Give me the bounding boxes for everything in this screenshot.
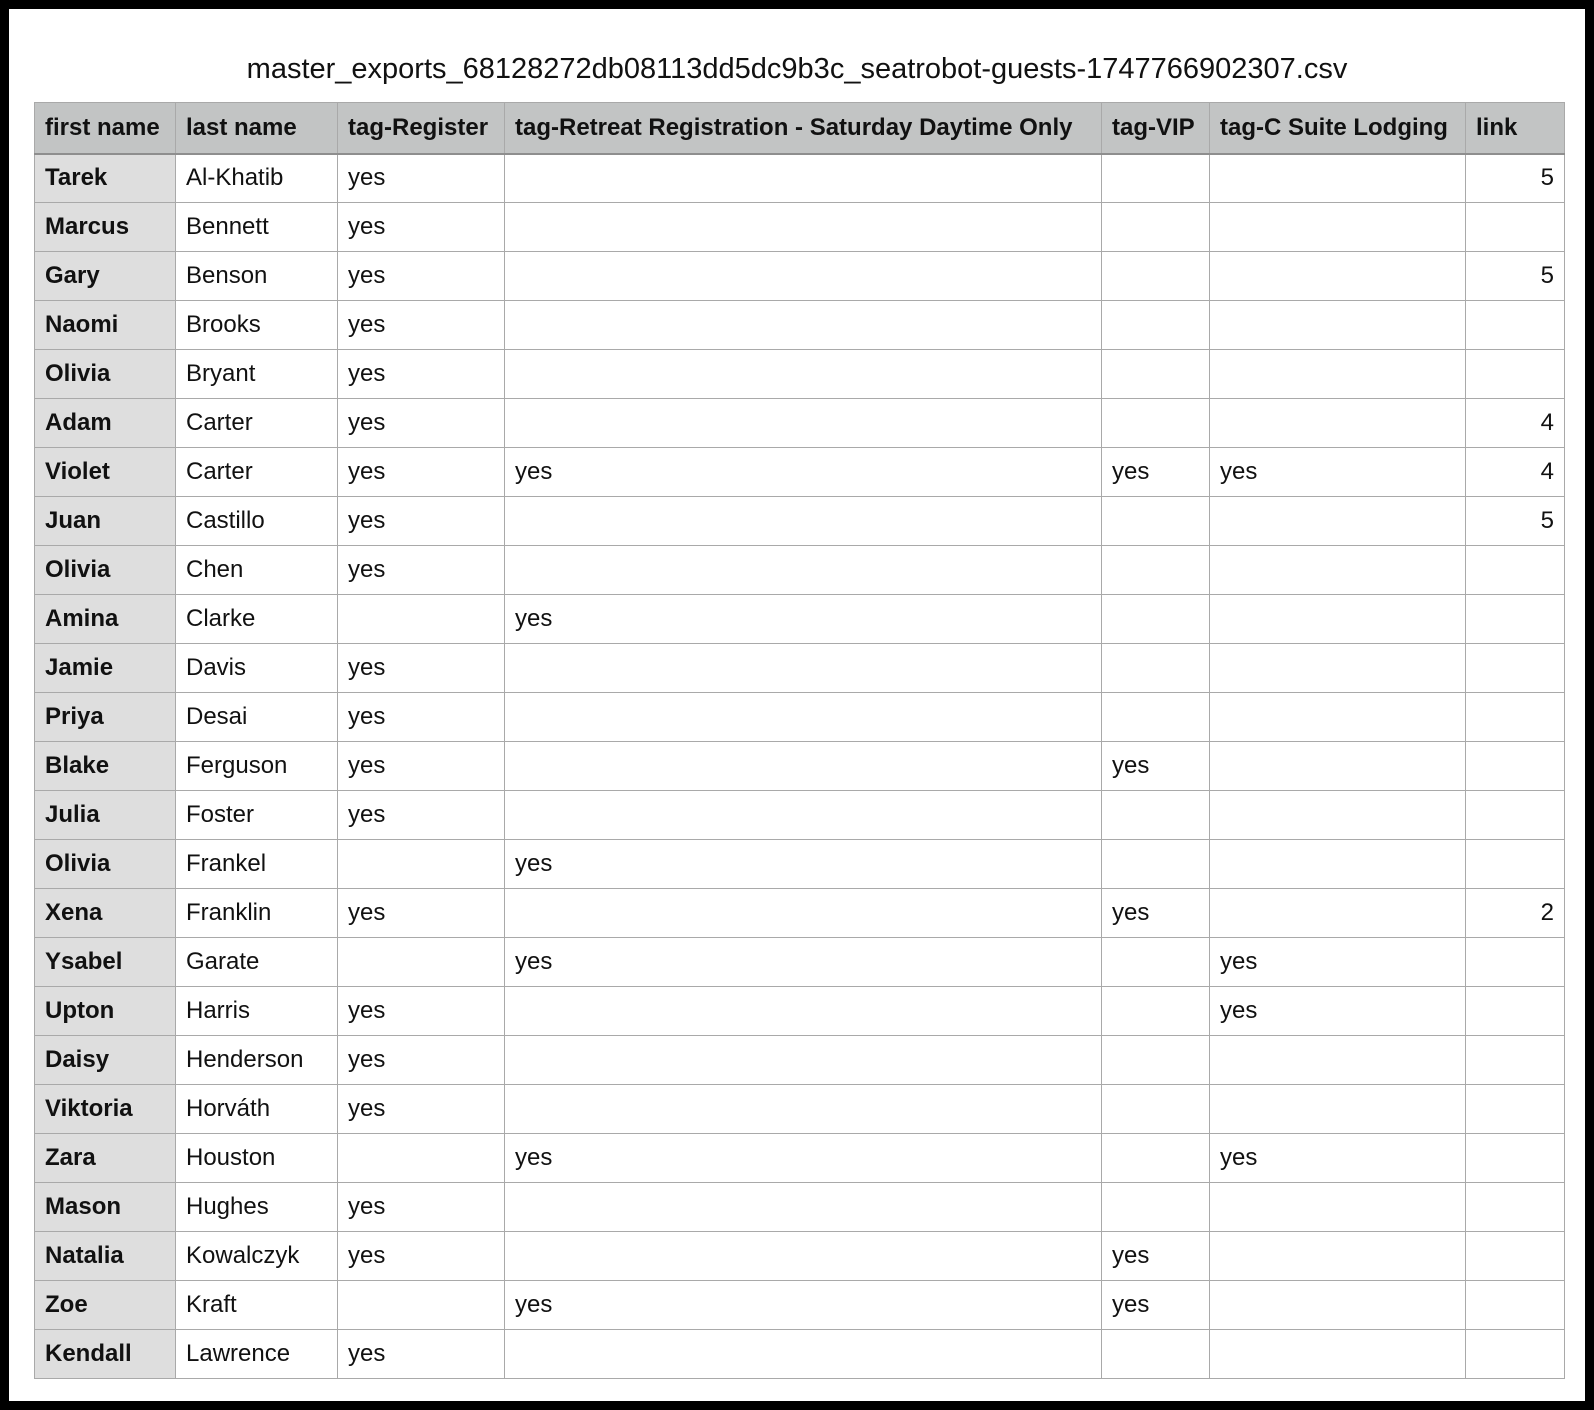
table-cell[interactable] [1210,1281,1466,1330]
guest-table [34,102,1565,1379]
table-cell[interactable]: Desai [176,693,338,742]
table-cell[interactable]: yes [338,497,505,546]
table-cell[interactable]: yes [338,546,505,595]
table-cell[interactable] [1466,1036,1565,1085]
row-header-cell[interactable]: Viktoria [35,1085,176,1134]
table-cell[interactable]: Houston [176,1134,338,1183]
table-cell[interactable] [1102,595,1210,644]
table-row [35,1183,1565,1232]
table-cell[interactable]: yes [1102,1232,1210,1281]
table-cell[interactable]: Al-Khatib [176,154,338,203]
column-header[interactable]: tag-Register [338,103,505,154]
table-cell[interactable] [505,693,1102,742]
table-cell[interactable] [1210,693,1466,742]
table-cell[interactable]: yes [338,301,505,350]
table-cell[interactable] [505,742,1102,791]
table-cell[interactable]: yes [338,889,505,938]
table-row [35,350,1565,399]
table-cell[interactable]: yes [1210,448,1466,497]
column-header[interactable]: link [1466,103,1565,154]
row-header-cell[interactable]: Natalia [35,1232,176,1281]
table-cell[interactable] [1466,1085,1565,1134]
table-cell[interactable] [505,1232,1102,1281]
table-cell[interactable] [505,301,1102,350]
table-cell[interactable]: yes [1210,938,1466,987]
table-row [35,252,1565,301]
table-cell[interactable]: yes [505,1281,1102,1330]
row-header-cell[interactable]: Xena [35,889,176,938]
table-row [35,987,1565,1036]
table-cell[interactable] [1102,546,1210,595]
table-cell[interactable] [1466,1183,1565,1232]
file-title: master_exports_68128272db08113dd5dc9b3c_seatrobot-guests-1747766902307.csv [246,53,1348,85]
table-cell[interactable] [1210,1183,1466,1232]
table-cell[interactable]: Henderson [176,1036,338,1085]
table-cell[interactable]: yes [1102,1281,1210,1330]
row-header-cell[interactable]: Priya [35,693,176,742]
table-cell[interactable] [1210,350,1466,399]
row-header-cell[interactable]: Zara [35,1134,176,1183]
table-cell[interactable]: yes [338,252,505,301]
table-cell[interactable]: Frankel [176,840,338,889]
table-cell[interactable] [505,644,1102,693]
table-cell[interactable] [338,1134,505,1183]
table-cell[interactable] [1466,742,1565,791]
table-cell[interactable] [505,497,1102,546]
table-cell[interactable] [505,350,1102,399]
table-cell[interactable] [1210,1036,1466,1085]
row-header-cell[interactable]: Julia [35,791,176,840]
row-header-cell[interactable]: Violet [35,448,176,497]
table-cell[interactable] [1210,154,1466,203]
table-cell[interactable]: Garate [176,938,338,987]
table-cell[interactable]: Foster [176,791,338,840]
table-row [35,1134,1565,1183]
table-cell[interactable]: yes [505,840,1102,889]
row-header-cell[interactable]: Marcus [35,203,176,252]
table-cell[interactable] [505,546,1102,595]
table-cell[interactable] [505,203,1102,252]
table-cell[interactable]: yes [338,1330,505,1379]
table-cell[interactable] [505,154,1102,203]
table-cell[interactable]: yes [505,1134,1102,1183]
table-cell[interactable]: Benson [176,252,338,301]
table-cell[interactable] [1466,1134,1565,1183]
table-cell[interactable]: yes [1102,448,1210,497]
table-cell[interactable]: yes [338,742,505,791]
table-cell[interactable]: yes [338,693,505,742]
table-cell[interactable] [505,987,1102,1036]
header-row [35,103,1565,154]
row-header-cell[interactable]: Blake [35,742,176,791]
table-cell[interactable] [1466,1232,1565,1281]
row-header-cell[interactable]: Kendall [35,1330,176,1379]
table-row [35,203,1565,252]
table-cell[interactable]: yes [338,987,505,1036]
table-cell[interactable]: Clarke [176,595,338,644]
table-body [35,154,1565,1379]
table-cell[interactable] [1466,644,1565,693]
table-cell[interactable]: yes [338,1036,505,1085]
table-cell[interactable] [1210,1232,1466,1281]
table-row [35,840,1565,889]
table-cell[interactable]: yes [338,1232,505,1281]
table-cell[interactable]: yes [1102,742,1210,791]
table-cell[interactable] [338,1281,505,1330]
table-cell[interactable]: 5 [1466,497,1565,546]
table-cell[interactable] [1102,1134,1210,1183]
table-cell[interactable]: Hughes [176,1183,338,1232]
row-header-cell[interactable]: Amina [35,595,176,644]
table-cell[interactable] [1466,938,1565,987]
row-header-cell[interactable]: Upton [35,987,176,1036]
table-cell[interactable]: 4 [1466,448,1565,497]
table-cell[interactable]: Bryant [176,350,338,399]
table-cell[interactable] [338,938,505,987]
table-cell[interactable] [1466,791,1565,840]
table-row [35,693,1565,742]
column-header[interactable]: tag-C Suite Lodging [1210,103,1466,154]
row-header-cell[interactable]: Juan [35,497,176,546]
table-row [35,448,1565,497]
table-cell[interactable]: yes [338,644,505,693]
row-header-cell[interactable]: Ysabel [35,938,176,987]
table-row [35,399,1565,448]
table-row [35,301,1565,350]
table-cell[interactable]: yes [338,791,505,840]
row-header-cell[interactable]: Olivia [35,350,176,399]
column-header[interactable]: tag-Retreat Registration - Saturday Daytime Only [505,103,1102,154]
table-cell[interactable]: yes [338,399,505,448]
table-cell[interactable]: yes [1210,1134,1466,1183]
table-cell[interactable] [1466,1281,1565,1330]
table-cell[interactable]: yes [1102,889,1210,938]
row-header-cell[interactable]: Daisy [35,1036,176,1085]
table-cell[interactable] [1102,1330,1210,1379]
table-cell[interactable] [1102,693,1210,742]
table-cell[interactable]: Davis [176,644,338,693]
table-cell[interactable]: Lawrence [176,1330,338,1379]
table-cell[interactable] [505,889,1102,938]
row-header-cell[interactable]: Adam [35,399,176,448]
table-cell[interactable] [1210,595,1466,644]
table-row [35,791,1565,840]
table-cell[interactable]: yes [1210,987,1466,1036]
table-cell[interactable]: Ferguson [176,742,338,791]
table-row [35,1281,1565,1330]
table-cell[interactable]: Horváth [176,1085,338,1134]
row-header-cell[interactable]: Tarek [35,154,176,203]
table-cell[interactable]: Bennett [176,203,338,252]
table-cell[interactable] [1102,987,1210,1036]
table-row [35,546,1565,595]
table-row [35,742,1565,791]
row-header-cell[interactable]: Mason [35,1183,176,1232]
column-header[interactable]: tag-VIP [1102,103,1210,154]
table-cell[interactable]: 2 [1466,889,1565,938]
table-row [35,154,1565,203]
table-cell[interactable]: yes [505,938,1102,987]
table-cell[interactable] [1466,693,1565,742]
table-cell[interactable] [1210,301,1466,350]
table-cell[interactable]: yes [338,1085,505,1134]
table-cell[interactable]: yes [505,448,1102,497]
document-page [9,9,1585,1401]
table-cell[interactable] [505,399,1102,448]
table-cell[interactable] [1210,889,1466,938]
table-cell[interactable]: Chen [176,546,338,595]
row-header-cell[interactable]: Olivia [35,840,176,889]
table-cell[interactable]: 5 [1466,154,1565,203]
column-header[interactable]: last name [176,103,338,154]
table-cell[interactable] [1210,791,1466,840]
table-cell[interactable] [505,791,1102,840]
table-cell[interactable]: Carter [176,399,338,448]
table-cell[interactable] [505,1036,1102,1085]
table-cell[interactable]: yes [338,350,505,399]
table-cell[interactable] [1210,546,1466,595]
table-cell[interactable] [1102,1036,1210,1085]
table-cell[interactable]: yes [338,448,505,497]
table-cell[interactable] [1466,546,1565,595]
table-cell[interactable] [1210,1330,1466,1379]
table-cell[interactable] [1466,987,1565,1036]
table-cell[interactable] [1466,840,1565,889]
table-cell[interactable] [1210,840,1466,889]
table-cell[interactable] [1102,399,1210,448]
row-header-cell[interactable]: Jamie [35,644,176,693]
table-cell[interactable] [1466,1330,1565,1379]
table-cell[interactable]: yes [338,1183,505,1232]
table-row [35,595,1565,644]
table-cell[interactable] [1102,252,1210,301]
row-header-cell[interactable]: Zoe [35,1281,176,1330]
table-cell[interactable] [1466,203,1565,252]
table-row [35,1036,1565,1085]
table-cell[interactable] [338,840,505,889]
table-cell[interactable]: yes [338,203,505,252]
table-cell[interactable] [505,252,1102,301]
table-cell[interactable] [505,1183,1102,1232]
table-cell[interactable]: Harris [176,987,338,1036]
table-cell[interactable] [1210,203,1466,252]
row-header-cell[interactable]: Gary [35,252,176,301]
table-cell[interactable]: 5 [1466,252,1565,301]
table-cell[interactable] [1102,154,1210,203]
table-cell[interactable]: yes [338,154,505,203]
table-cell[interactable] [1102,497,1210,546]
table-cell[interactable] [1210,252,1466,301]
row-header-cell[interactable]: Naomi [35,301,176,350]
table-row [35,1085,1565,1134]
table-cell[interactable] [338,595,505,644]
table-cell[interactable] [1102,938,1210,987]
table-cell[interactable] [1466,595,1565,644]
table-cell[interactable]: Castillo [176,497,338,546]
table-cell[interactable]: Kowalczyk [176,1232,338,1281]
table-cell[interactable] [505,1330,1102,1379]
table-row [35,1330,1565,1379]
table-cell[interactable]: yes [505,595,1102,644]
table-cell[interactable] [1210,399,1466,448]
table-cell[interactable] [1210,742,1466,791]
table-cell[interactable] [1102,644,1210,693]
table-cell[interactable]: Brooks [176,301,338,350]
table-row [35,497,1565,546]
table-cell[interactable] [1210,644,1466,693]
table-row [35,644,1565,693]
table-cell[interactable] [1466,350,1565,399]
table-cell[interactable]: 4 [1466,399,1565,448]
table-cell[interactable] [1466,301,1565,350]
table-row [35,938,1565,987]
table-cell[interactable]: Franklin [176,889,338,938]
table-cell[interactable] [1210,1085,1466,1134]
table-cell[interactable] [1102,1183,1210,1232]
table-cell[interactable]: Carter [176,448,338,497]
table-cell[interactable] [1102,1085,1210,1134]
table-row [35,889,1565,938]
table-cell[interactable] [505,1085,1102,1134]
row-header-cell[interactable]: Olivia [35,546,176,595]
table-cell[interactable]: Kraft [176,1281,338,1330]
table-row [35,1232,1565,1281]
table-cell[interactable] [1102,840,1210,889]
table-cell[interactable] [1102,301,1210,350]
table-cell[interactable] [1102,791,1210,840]
table-cell[interactable] [1102,350,1210,399]
table-cell[interactable] [1210,497,1466,546]
table-cell[interactable] [1102,203,1210,252]
column-header[interactable]: first name [35,103,176,154]
